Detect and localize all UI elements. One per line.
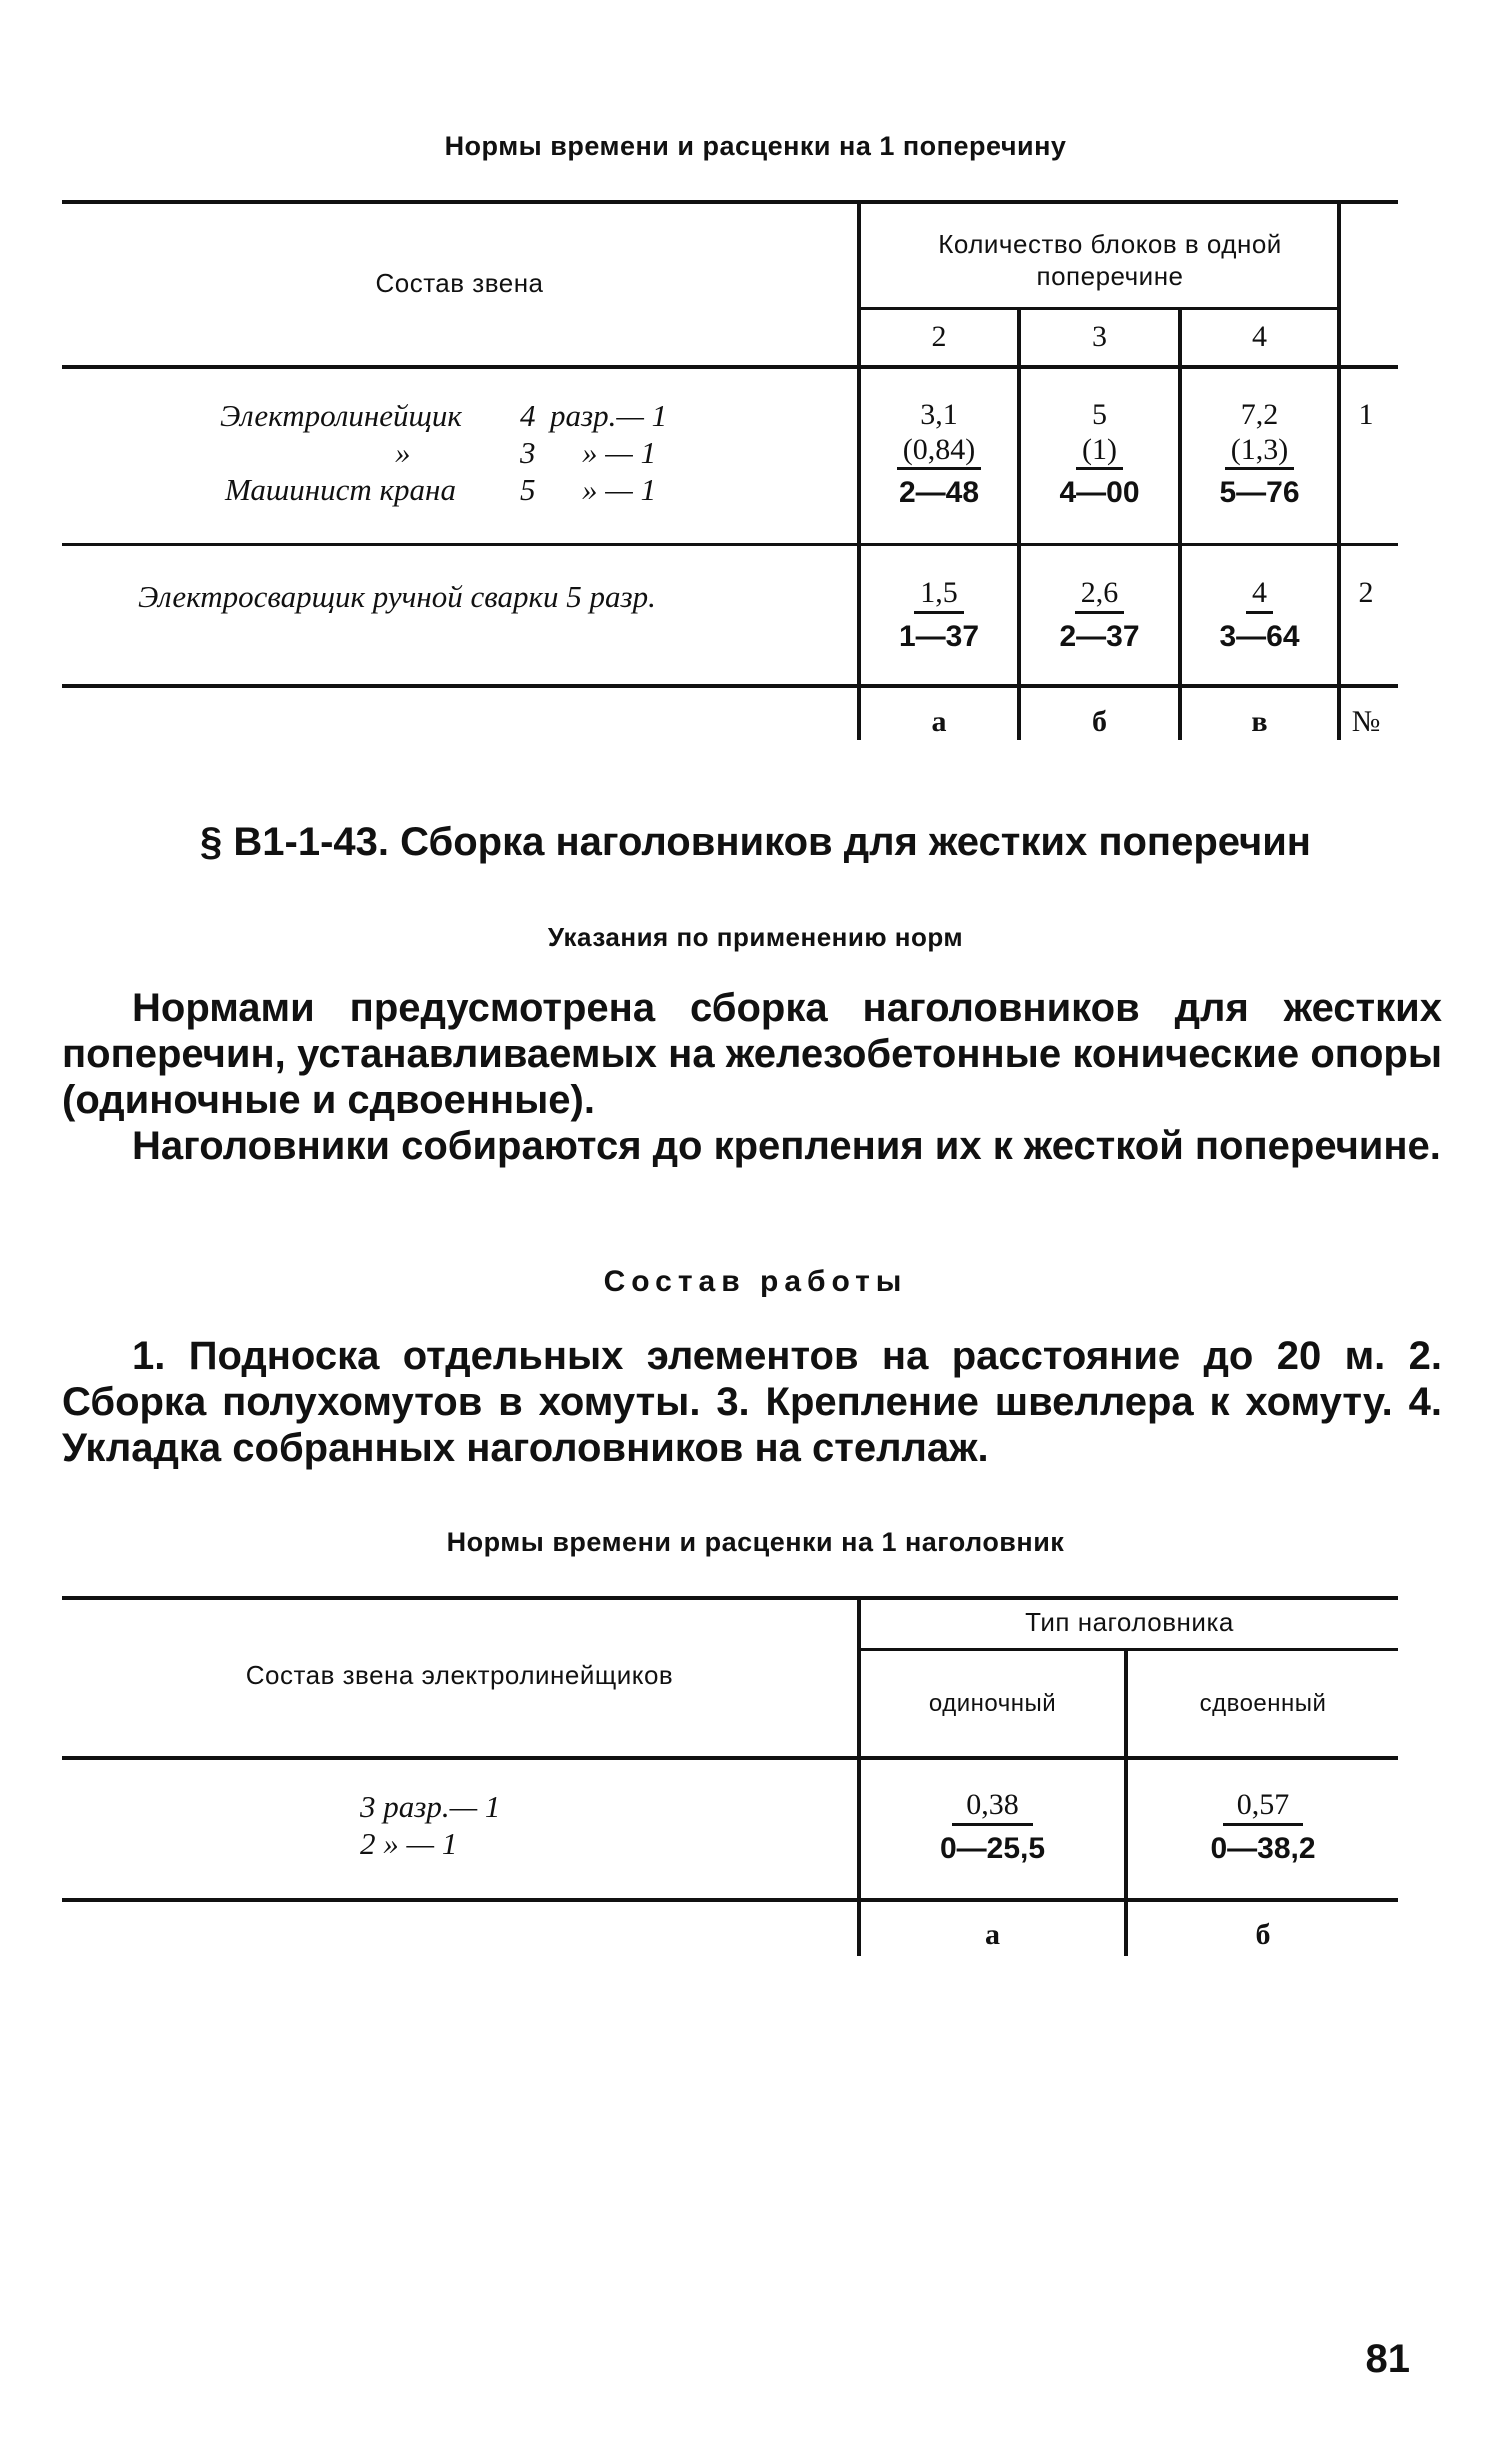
table2-crew-line2: 2 » — 1 [360,1826,458,1861]
work-text-block [62,1333,1442,1471]
table1-r1-cell-a [861,398,1017,510]
norm-value: 1,5 [914,576,964,614]
table1-r1-cell-c [1182,398,1337,510]
table1-row2-crew: Электросварщик ручной сварки 5 разр. [138,579,656,614]
norm-value: 0,57 [1223,1788,1304,1826]
work-heading: Состав работы [603,1265,908,1298]
table2-bottom-rule [62,1898,1398,1902]
crew-line2-grade: 3 [520,435,536,470]
table1-colnum-4: 4 [1252,320,1267,353]
crew-line3-grade: 5 [520,472,536,507]
rate-value: 0—25,5 [939,1831,1046,1865]
rate-value: 2—48 [898,476,980,509]
table2-col-single: одиночный [928,1690,1057,1717]
paragraph-2: Наголовники собираются до крепления их к жесткой поперечине. [132,1124,1441,1168]
work-text: 1. Подноска отдельных элементов на расстояние до 20 м. 2. Сборка полухомутов в хомуты. 3. Крепление швеллера к хомуту. 4. Укладка собранных наголовников на стеллаж. [62,1334,1442,1470]
rate-value: 1—37 [898,619,980,653]
machine-value: (1) [1076,433,1123,471]
table2-header-type: Тип наголовника [1025,1607,1234,1637]
table1-r1-num: 1 [1358,398,1374,431]
instructions-text [62,985,1442,1169]
rate-value: 0—38,2 [1210,1831,1316,1865]
table2-cell-double [1128,1788,1398,1866]
norm-value: 3,1 [920,398,958,431]
table2-header-crew: Состав звена электролинейщиков [245,1660,674,1690]
crew-line2-name: » [395,435,411,470]
table2-caption: Нормы времени и расценки на 1 наголовник [446,1527,1065,1557]
table1-col-divider-3 [1178,307,1182,740]
table2-footer-b: б [1255,1918,1271,1951]
norm-value: 2,6 [1075,576,1125,614]
norm-value: 0,38 [952,1788,1033,1826]
table1-caption: Нормы времени и расценки на 1 поперечину [444,131,1067,161]
table1-footer-a: а [931,705,947,738]
crew-line3-name: Машинист крана [225,472,456,507]
table1-bottom-rule [62,684,1398,688]
table2-cell-single [861,1788,1124,1866]
machine-value: (1,3) [1225,433,1294,471]
table1-r1-cell-b [1021,398,1178,510]
norm-value: 7,2 [1240,398,1279,431]
table1-col-divider-2 [1017,307,1021,740]
table2-header-rule [62,1756,1398,1760]
table1-r2-cell-c [1182,576,1337,654]
table1-r2-cell-b [1021,576,1178,654]
paragraph-1: Нормами предусмотрена сборка наголовников для жестких поперечин, устанавливаемых на железобетонные конические опоры (одиночные и сдвоенные). [62,986,1442,1122]
table1-header-crew: Состав звена [375,268,544,298]
table1-header-blocks: Количество блоков в одной поперечине [938,229,1282,291]
rate-value: 2—37 [1059,619,1140,653]
table1-footer-b: б [1092,705,1107,738]
table2-top-rule [62,1596,1398,1600]
norm-value: 5 [1092,398,1107,431]
machine-value: (0,84) [897,433,981,471]
page-number: 81 [1365,2337,1410,2381]
table1-row-rule [62,543,1398,546]
table1-r2-num: 2 [1358,576,1374,609]
table1-header-rule [62,365,1398,369]
table2-footer-a: а [985,1918,1000,1951]
crew-line2-suffix: » — 1 [582,435,657,470]
table1-footer-num: № [1351,705,1381,738]
table1-row1-crew [150,397,710,508]
section-title: § В1-1-43. Сборка наголовников для жестких поперечин [200,820,1311,864]
rate-value: 4—00 [1059,476,1140,509]
crew-line1-grade: 4 [520,398,536,433]
rate-value: 3—64 [1219,619,1300,653]
table1-r2-cell-a [861,576,1017,654]
table1-footer-c: в [1251,705,1268,738]
table1-subheader-rule [857,307,1341,310]
table2-col-double: сдвоенный [1199,1690,1327,1717]
norm-value: 4 [1246,576,1273,614]
table1-colnum-2: 2 [931,320,947,353]
table2-crew-line1: 3 разр.— 1 [360,1789,501,1824]
crew-line1-suffix: разр.— 1 [550,398,668,433]
instructions-heading: Указания по применению норм [547,922,964,952]
crew-line3-suffix: » — 1 [582,472,657,507]
table2-col-divider-1 [857,1596,861,1956]
table1-top-rule [62,200,1398,204]
table1-colnum-3: 3 [1092,320,1107,353]
crew-line1-name: Электролинейщик [220,398,462,433]
table2-crew [360,1788,660,1862]
rate-value: 5—76 [1219,476,1300,509]
